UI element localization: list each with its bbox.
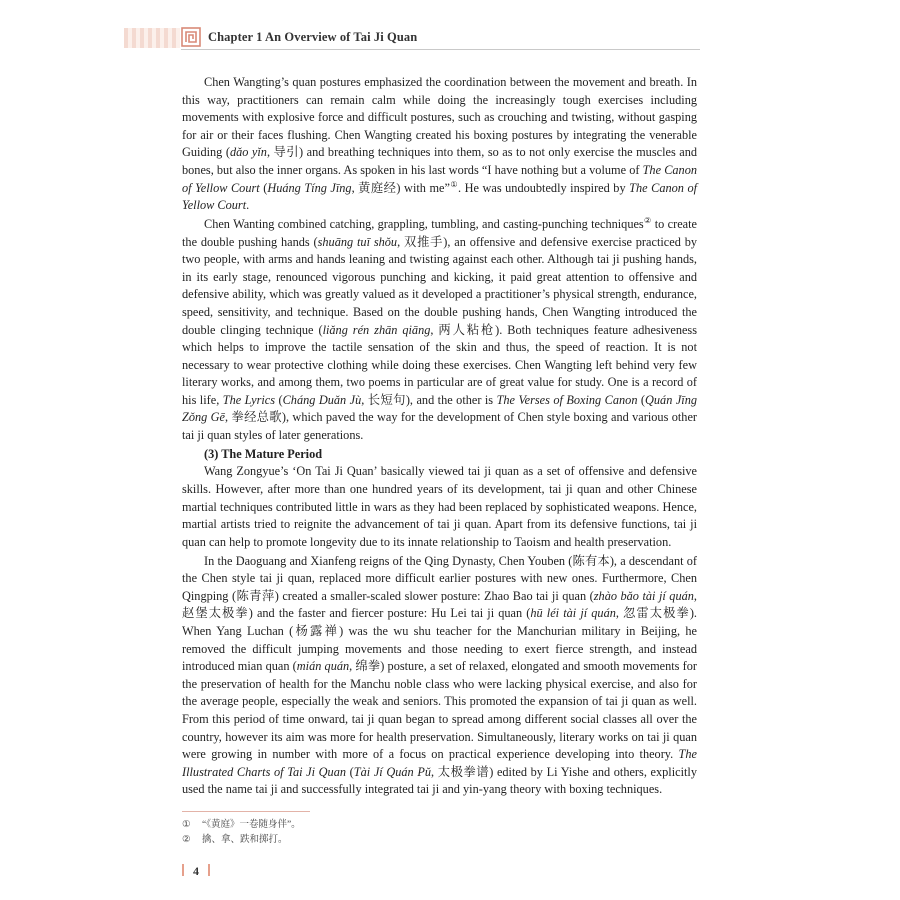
header-rule (181, 49, 700, 50)
footnote-ref-2: ② (643, 215, 652, 225)
footnote-rule (182, 811, 310, 812)
paragraph-1: Chen Wangting’s quan postures emphasized the coordination between the movement and breath. In this way, practitioners can remain calm while doing the increasingly tough exercises including movements with explosive force and difficult postures, such as crouching and twisting, without gasping for air or their faces flushing. Chen Wangting created his boxing postures by integrating the venerable Guiding (dǎo yǐn, 导引) and breathing techniques into them, so as to not only exercise the muscles and bones, but also the inner organs. As spoken in his last words “I have nothing but a volume of The Canon of Yellow Court (Huáng Tíng Jīng, 黄庭经) with me”①. He was undoubtedly inspired by The Canon of Yellow Court. (182, 75, 698, 213)
paragraph-4: In the Daoguang and Xianfeng reigns of the Qing Dynasty, Chen Youben (陈有本), a descendant of the Chen style tai ji quan, replaced more difficult earlier postures with new ones. Furthermore, Chen Qingping (陈青萍) created a smaller-scaled slower posture: Zhao Bao tai ji quan (zhào bǎo tài jí quán, 赵堡太极拳) and the faster and fiercer posture: Hu Lei tai ji quan (hū léi tài jí quán, 忽雷太极拳). When Yang Luchan (杨露禅) was the wu shu teacher for the Manchurian military in Beijing, he removed the difficult jumping movements and those needing to exert fierce strength, and instead introduced mian quan (mián quán, 绵拳) posture, a set of relaxed, elongated and smooth movements for the preservation of health for the Manchu noble class who were lacking physical exercise, and also for the average people, especially the weak and seniors. This promoted the expansion of tai ji quan as well. From this period of time onward, tai ji quan began to spread among different social classes all over the country, however its aim was more for health preservation. Simultaneously, literary works on tai ji quan were growing in number with more of a focus on practical experience developing into theory. The Illustrated Charts of Tai Ji Quan (Tài Jí Quán Pǔ, 太极拳谱) edited by Li Yishe and others, explicitly used the name tai ji and successfully integrated tai ji and yin-yang theory with boxing techniques. (182, 553, 697, 797)
page-number-bar-right (208, 864, 210, 876)
footnote-ref-1: ① (449, 179, 459, 189)
footnote-1: ① “《黄庭》一卷随身伴”。 (182, 820, 301, 830)
footnotes (182, 818, 301, 848)
page-number: 4 (182, 864, 210, 879)
footnote-2: ② 擒、拿、跌和掷打。 (182, 835, 288, 845)
paragraph-3: Wang Zongyue’s ‘On Tai Ji Quan’ basically viewed tai ji quan as a set of offensive and defensive skills. However, after more than one hundred years of its development, tai ji quan and other Chinese martial techniques contributed little in wars as they had been replaced by sophisticated weapons. Hence, martial artists tried to reignite the advancement of tai ji quan. Apart from its defensive functions, tai ji quan can help to promote longevity due to its innate relationship to Taoism and health preservation. (182, 464, 697, 549)
chapter-title: Chapter 1 An Overview of Tai Ji Quan (208, 30, 418, 44)
page-number-bar-left (182, 864, 184, 876)
section-heading: (3) The Mature Period (204, 446, 323, 461)
paragraph-2: Chen Wanting combined catching, grappling, tumbling, and casting-punching techniques② to create the double pushing hands (shuāng tuī shǒu, 双推手), an offensive and defensive exercise practiced by two people, with arms and hands leaning and twisting against each other. Although tai ji pushing hands, in its early stage, renounced vigorous punching and kicking, it paid great attention to offensive and defensive ability, which was greatly valued as it developed a practitioner’s physical strength, endurance, speed, sensitivity, and technique. Based on the double pushing hands, Chen Wangting introduced the double clinging technique (liǎng rén zhān qiāng, 两人粘枪). Both techniques feature adhesiveness which helps to improve the tactile sensation of the skin and thus, the speed of reaction. It is not necessary to wear protective clothing while doing these exercises. Chen Wangting left behind very few literary works, and among them, two poems in particular are of great value for study. One is a record of his life, The Lyrics (Cháng Duǎn Jù, 长短句), and the other is The Verses of Boxing Canon (Quán Jīng Zǒng Gē, 拳经总歌), which paved the way for the development of Chen style boxing and various other tai ji quan styles of later generations. (182, 215, 698, 443)
main-text (182, 74, 697, 800)
meander-pattern-icon (181, 27, 201, 47)
header-decorative-band (124, 28, 180, 48)
